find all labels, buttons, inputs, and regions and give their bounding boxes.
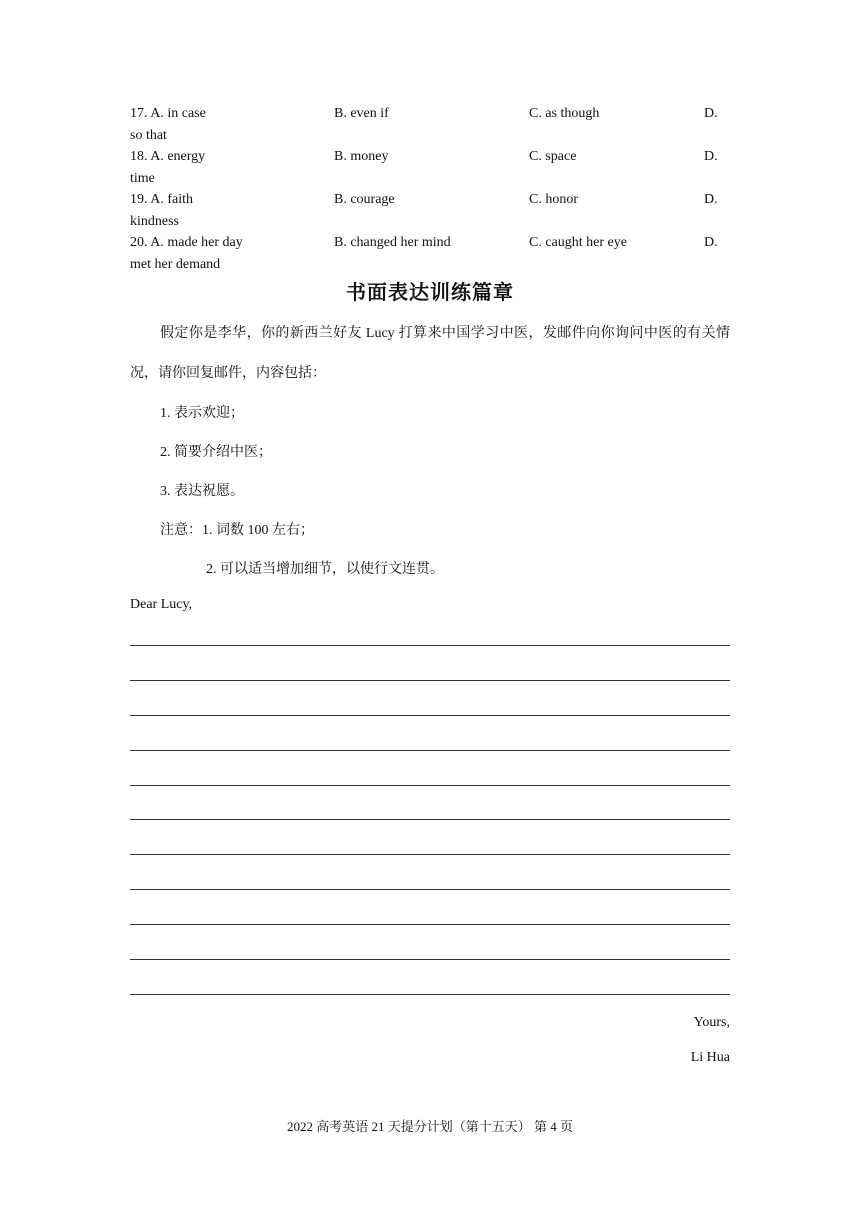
writing-prompt: 假定你是李华，你的新西兰好友 Lucy 打算来中国学习中医，发邮件向你询问中医的有关情况，请你回复邮件，内容包括： xyxy=(130,326,730,381)
option-b: B. changed her mind xyxy=(334,235,451,250)
option-d-text: met her demand xyxy=(130,256,221,272)
option-d-label: D. xyxy=(704,192,718,207)
answer-line[interactable] xyxy=(130,680,730,715)
option-a: 20. A. made her day xyxy=(130,235,243,250)
question-row-17 xyxy=(130,103,730,146)
note-word-count: 注意：1. 词数 100 左右； xyxy=(160,523,314,538)
question-row-20 xyxy=(130,232,730,275)
option-d-label: D. xyxy=(704,149,718,164)
option-b: B. money xyxy=(334,149,389,164)
option-d-label: D. xyxy=(704,235,718,250)
option-d-label: D. xyxy=(704,106,718,121)
option-b: B. even if xyxy=(334,106,389,121)
option-a: 17. A. in case xyxy=(130,106,206,121)
option-c: C. caught her eye xyxy=(529,235,627,250)
requirement-1: 1. 表示欢迎； xyxy=(160,406,244,421)
section-title: 书面表达训练篇章 xyxy=(346,280,514,304)
answer-line[interactable] xyxy=(130,819,730,854)
multiple-choice-options xyxy=(130,103,730,275)
requirement-3: 3. 表达祝愿。 xyxy=(160,484,244,499)
option-a: 19. A. faith xyxy=(130,192,193,207)
letter-greeting: Dear Lucy, xyxy=(130,597,193,612)
page-footer: 2022 高考英语 21 天提分计划（第十五天） 第 4 页 xyxy=(286,1119,573,1134)
letter-closing: Yours, xyxy=(693,1015,730,1030)
option-d-text: time xyxy=(130,170,155,186)
option-c: C. as though xyxy=(529,106,600,121)
note-details: 2. 可以适当增加细节，以使行文连贯。 xyxy=(206,562,444,577)
answer-line[interactable] xyxy=(130,994,730,996)
answer-line[interactable] xyxy=(130,785,730,820)
answer-line[interactable] xyxy=(130,854,730,889)
answer-lines xyxy=(130,645,730,996)
question-row-19 xyxy=(130,189,730,232)
option-d-text: so that xyxy=(130,127,167,143)
question-row-18 xyxy=(130,146,730,189)
answer-line[interactable] xyxy=(130,889,730,924)
answer-line[interactable] xyxy=(130,750,730,785)
answer-line[interactable] xyxy=(130,924,730,959)
option-c: C. space xyxy=(529,149,577,164)
answer-line[interactable] xyxy=(130,959,730,994)
answer-line[interactable] xyxy=(130,645,730,680)
requirement-2: 2. 简要介绍中医； xyxy=(160,445,272,460)
option-b: B. courage xyxy=(334,192,395,207)
letter-signature: Li Hua xyxy=(690,1050,730,1065)
answer-line[interactable] xyxy=(130,715,730,750)
option-a: 18. A. energy xyxy=(130,149,206,164)
option-c: C. honor xyxy=(529,192,578,207)
option-d-text: kindness xyxy=(130,213,179,229)
